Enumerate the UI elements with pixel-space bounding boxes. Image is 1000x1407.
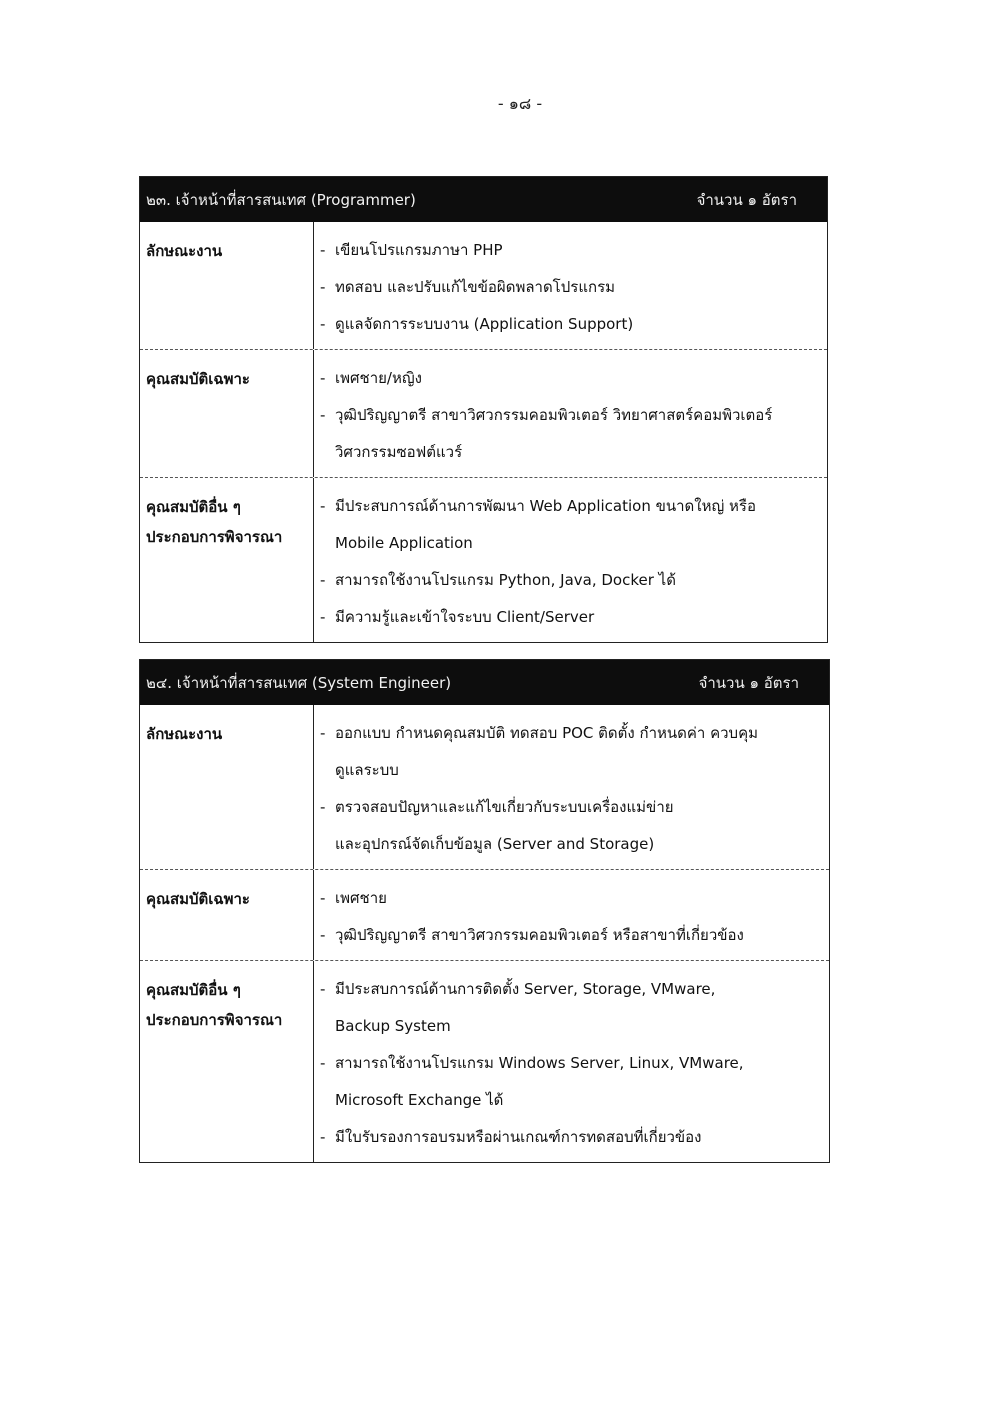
list-item-text <box>335 971 715 1045</box>
section-row <box>140 222 827 349</box>
list-item-text <box>335 269 615 306</box>
list-item <box>320 562 827 599</box>
section-label <box>140 222 314 349</box>
section-label <box>140 961 314 1162</box>
bullet-dash: - <box>320 608 326 626</box>
bullet-dash: - <box>320 1054 326 1072</box>
list-item <box>320 488 827 562</box>
list-item-line: เพศชาย/หญิง <box>335 369 422 387</box>
list-item-line: ดูแลจัดการระบบงาน (Application Support) <box>335 315 634 333</box>
job-header <box>140 177 827 222</box>
list-item <box>320 306 827 343</box>
job-header <box>140 660 829 705</box>
list-item <box>320 789 829 863</box>
list-item-line: วิศวกรรมซอฟต์แวร์ <box>335 443 463 461</box>
section-items <box>314 961 829 1162</box>
job-table-programmer <box>139 176 828 643</box>
job-quota: จำนวน ๑ อัตรา <box>696 190 797 209</box>
bullet-dash: - <box>320 497 326 515</box>
section-row <box>140 477 827 642</box>
section-label-line: คุณสมบัติเฉพาะ <box>146 890 250 908</box>
section-row <box>140 349 827 477</box>
list-item-text <box>335 789 674 863</box>
list-item-line: มีความรู้และเข้าใจระบบ Client/Server <box>335 608 595 626</box>
section-row <box>140 869 829 960</box>
list-item-text <box>335 1045 744 1119</box>
bullet-dash: - <box>320 315 326 333</box>
list-item-line: ออกแบบ กำหนดคุณสมบัติ ทดสอบ POC ติดตั้ง กำหนดค่า ควบคุม <box>335 724 758 742</box>
section-items <box>314 870 829 960</box>
job-rows <box>140 222 827 642</box>
bullet-dash: - <box>320 926 326 944</box>
page-number: - ๑๘ - <box>497 94 543 113</box>
bullet-dash: - <box>320 571 326 589</box>
list-item <box>320 1045 829 1119</box>
bullet-dash: - <box>320 980 326 998</box>
section-label-line: คุณสมบัติอื่น ๆ <box>146 498 241 516</box>
list-item-text <box>335 599 594 636</box>
bullet-dash: - <box>320 1128 326 1146</box>
bullet-dash: - <box>320 406 326 424</box>
section-label-line: ประกอบการพิจารณา <box>146 1011 283 1029</box>
list-item-text <box>335 397 772 471</box>
section-label-line: ประกอบการพิจารณา <box>146 528 283 546</box>
list-item <box>320 917 829 954</box>
list-item-text <box>335 306 633 343</box>
list-item-line: วุฒิปริญญาตรี สาขาวิศวกรรมคอมพิวเตอร์ หรือสาขาที่เกี่ยวข้อง <box>335 926 744 944</box>
section-items <box>314 350 827 477</box>
list-item <box>320 232 827 269</box>
list-item-line: มีประสบการณ์ด้านการพัฒนา Web Application ขนาดใหญ่ หรือ <box>335 497 756 515</box>
section-label-line: ลักษณะงาน <box>146 242 223 260</box>
section-items <box>314 222 827 349</box>
list-item-line: มีประสบการณ์ด้านการติดตั้ง Server, Storage, VMware, <box>335 980 716 998</box>
list-item-line: ดูแลระบบ <box>335 761 399 779</box>
section-row <box>140 960 829 1162</box>
list-item-text <box>335 562 676 599</box>
list-item-line: Backup System <box>335 1017 451 1035</box>
list-item-line: ทดสอบ และปรับแก้ไขข้อผิดพลาดโปรแกรม <box>335 278 616 296</box>
list-item-line: เขียนโปรแกรมภาษา PHP <box>335 241 503 259</box>
list-item-line: Mobile Application <box>335 534 473 552</box>
list-item-text <box>335 880 387 917</box>
list-item-line: มีใบรับรองการอบรมหรือผ่านเกณฑ์การทดสอบที่เกี่ยวข้อง <box>335 1128 702 1146</box>
bullet-dash: - <box>320 369 326 387</box>
list-item-text <box>335 360 422 397</box>
list-item <box>320 1119 829 1156</box>
list-item <box>320 397 827 471</box>
list-item <box>320 715 829 789</box>
list-item-text <box>335 715 758 789</box>
section-label <box>140 870 314 960</box>
bullet-dash: - <box>320 241 326 259</box>
section-items <box>314 478 827 642</box>
bullet-dash: - <box>320 278 326 296</box>
section-label <box>140 705 314 869</box>
list-item <box>320 599 827 636</box>
list-item-line: วุฒิปริญญาตรี สาขาวิศวกรรมคอมพิวเตอร์ วิทยาศาสตร์คอมพิวเตอร์ <box>335 406 773 424</box>
section-label-line: คุณสมบัติเฉพาะ <box>146 370 250 388</box>
list-item-text <box>335 488 756 562</box>
list-item-line: Microsoft Exchange ได้ <box>335 1091 504 1109</box>
list-item <box>320 360 827 397</box>
list-item-text <box>335 917 744 954</box>
section-label <box>140 350 314 477</box>
bullet-dash: - <box>320 724 326 742</box>
list-item-line: และอุปกรณ์จัดเก็บข้อมูล (Server and Storage) <box>335 835 655 853</box>
bullet-dash: - <box>320 889 326 907</box>
section-label <box>140 478 314 642</box>
section-items <box>314 705 829 869</box>
job-title: ๒๔. เจ้าหน้าที่สารสนเทศ (System Engineer) <box>146 673 452 692</box>
list-item-text <box>335 232 503 269</box>
section-label-line: ลักษณะงาน <box>146 725 223 743</box>
bullet-dash: - <box>320 798 326 816</box>
list-item-line: เพศชาย <box>335 889 387 907</box>
list-item-line: สามารถใช้งานโปรแกรม Python, Java, Docker ได้ <box>335 571 676 589</box>
list-item <box>320 269 827 306</box>
list-item-line: ตรวจสอบปัญหาและแก้ไขเกี่ยวกับระบบเครื่องแม่ข่าย <box>335 798 674 816</box>
job-quota: จำนวน ๑ อัตรา <box>698 673 799 692</box>
job-table-system-engineer <box>139 659 830 1163</box>
list-item <box>320 880 829 917</box>
list-item-text <box>335 1119 702 1156</box>
list-item-line: สามารถใช้งานโปรแกรม Windows Server, Linux, VMware, <box>335 1054 744 1072</box>
list-item <box>320 971 829 1045</box>
section-label-line: คุณสมบัติอื่น ๆ <box>146 981 241 999</box>
job-title: ๒๓. เจ้าหน้าที่สารสนเทศ (Programmer) <box>146 190 416 209</box>
section-row <box>140 705 829 869</box>
job-rows <box>140 705 829 1162</box>
